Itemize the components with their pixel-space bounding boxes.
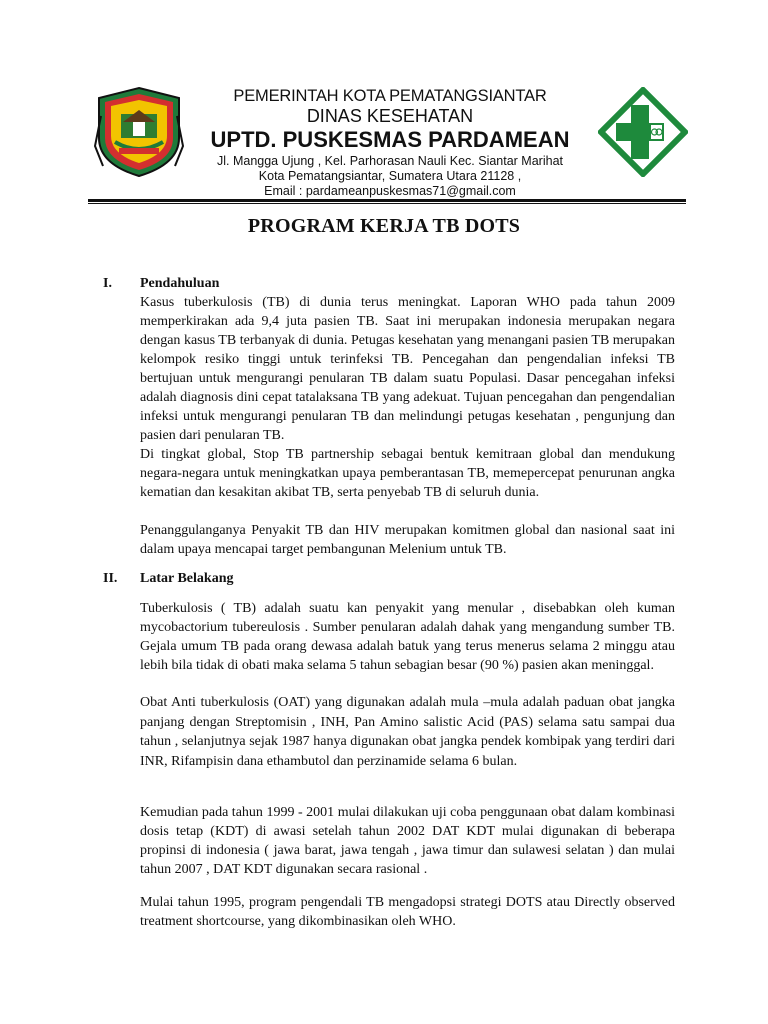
header-divider-thick [88, 199, 686, 202]
address-line-1: Jl. Mangga Ujung , Kel. Parhorasan Nauli Kec. Siantar Marihat [216, 154, 563, 168]
paragraph: Kemudian pada tahun 1999 - 2001 mulai dilakukan uji coba penggunaan obat dalam kombinasi dosis tetap (KDT) di awasi setelah tahun 2002 DAT KDT mulai digunakan di beberapa propinsi di indonesia ( jawa barat, jawa tengah , jawa timur dan sulawesi selatan ) dan mulai tahun 2007 , DAT KDT digunakan secara rasional . [140, 805, 675, 877]
institution-name: UPTD. PUSKESMAS PARDAMEAN [210, 127, 570, 152]
section-number: II. [103, 571, 118, 586]
document-title: PROGRAM KERJA TB DOTS [247, 215, 521, 237]
paragraph: Obat Anti tuberkulosis (OAT) yang digunakan adalah mula –mula adalah paduan obat jangka panjang dengan Streptomisin , INH, Pan Amino salistic Acid (PAS) selama satu sampai dua tahun , selanjutnya sejak 1987 hanya digunakan obat jangka pendek kombipak yang terdiri dari INR, Rifampisin dana ethambutol dan perzinamide selama 6 bulan. [140, 695, 675, 770]
department-name: DINAS KESEHATAN [306, 106, 474, 126]
letterhead [190, 86, 590, 199]
paragraph: Di tingkat global, Stop TB partnership sebagai bentuk kemitraan global dan mendukung negara-negara untuk meningkatkan upaya pemberantasan TB, memepercepat penurunan angka kematian dan kesakitan akibat TB, serta penyebab TB di seluruh dunia. [140, 447, 675, 500]
paragraph: Mulai tahun 1995, program pengendali TB mengadopsi strategi DOTS atau Directly observed treatment shortcourse, yang dikombinasikan oleh WHO. [140, 895, 675, 929]
city-crest-logo [93, 86, 185, 178]
paragraph: Tuberkulosis ( TB) adalah suatu kan penyakit yang menular , disebabkan oleh kuman mycobactorium tubereulosis . Sumber penularan adalah dahak yang mengandung sumber TB. Gejala umum TB pada orang dewasa adalah batuk yang terus menerus selama 2 minggu atau lebih bila tidak di obati maka selama 5 tahun sebagian besar (90 %) pasien akan meninggal. [140, 601, 675, 673]
section-heading: Pendahuluan [140, 276, 220, 291]
header-divider-thin [88, 203, 686, 204]
paragraph: Kasus tuberkulosis (TB) di dunia terus meningkat. Laporan WHO pada tahun 2009 memperkirakan ada 9,4 juta pasien TB. Saat ini merupakan indonesia merupakan negara dengan kasus TB terbanyak di dunia. Petugas kesehatan yang menangani pasien TB merupakan kelompok resiko tinggi untuk terinfeksi TB. Pencegahan dan pengendalian infeksi TB bertujuan untuk mengurangi penularan TB dalam suatu Populasi. Dasar pencegahan infeksi adalah diagnosis dini cepat tatalaksana TB yang adekuat. Tujuan pencegahan dan pengendalian infeksi untuk mengurangi penularan TB dan melindungi petugas kesehatan , pengunjung dan pasien dari penularan TB. [140, 295, 675, 443]
section-heading: Latar Belakang [140, 571, 234, 586]
email-line: Email : pardameanpuskesmas71@gmail.com [264, 184, 516, 198]
puskesmas-logo [598, 87, 688, 177]
paragraph: Penanggulanganya Penyakit TB dan HIV merupakan komitmen global dan nasional saat ini dalam upaya mencapai target pembangunan Melenium untuk TB. [140, 523, 675, 557]
address-line-2: Kota Pematangsiantar, Sumatera Utara 21128 , [258, 169, 522, 183]
section-number: I. [103, 276, 112, 291]
government-name: PEMERINTAH KOTA PEMATANGSIANTAR [233, 87, 547, 105]
